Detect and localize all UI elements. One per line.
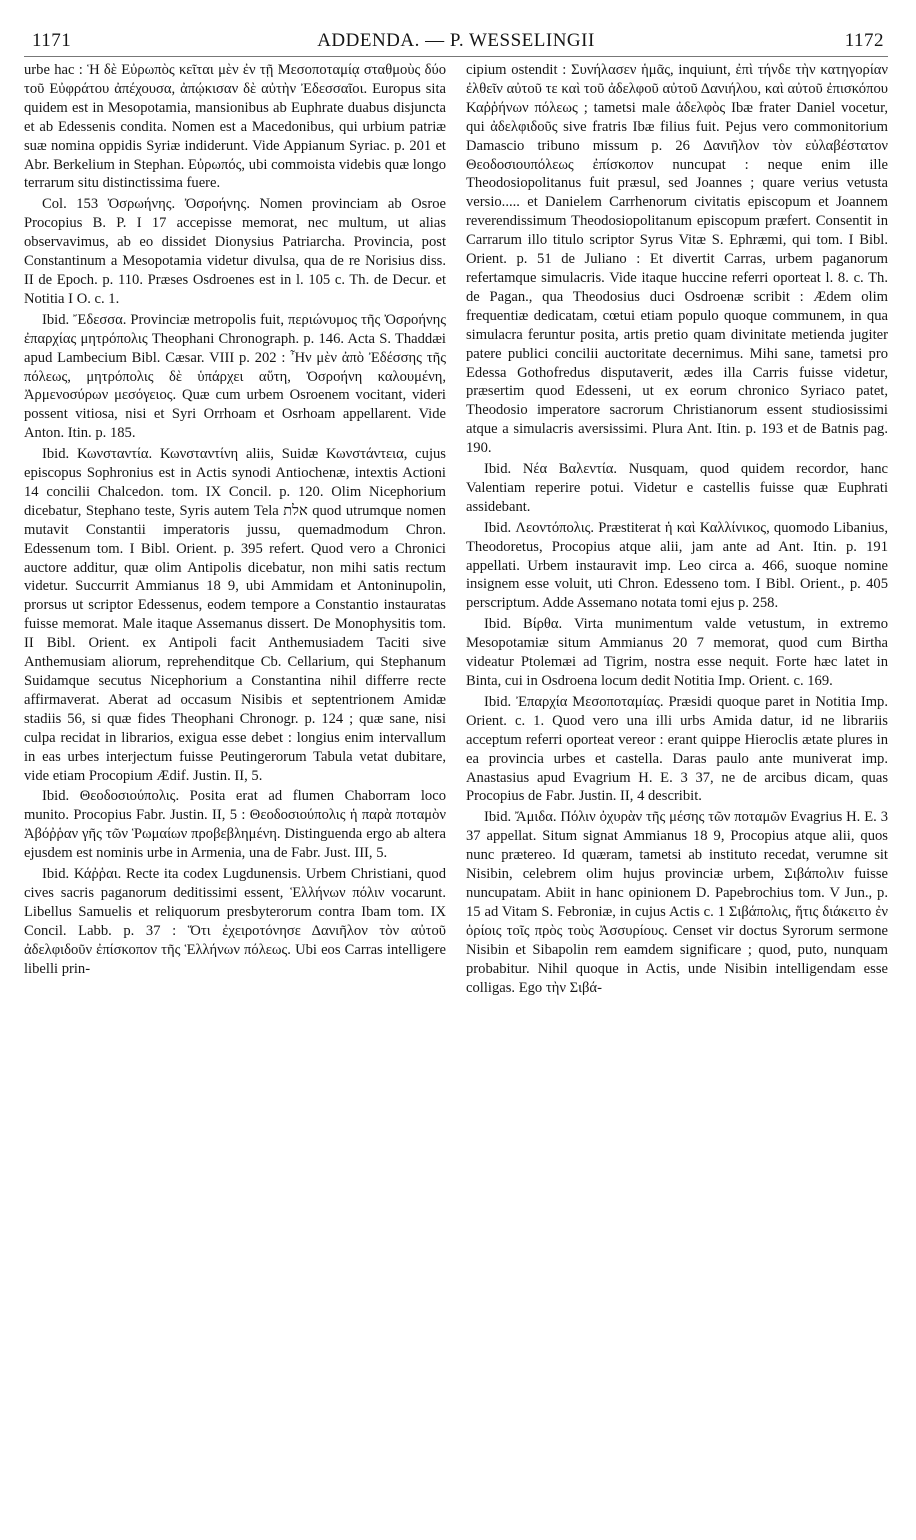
paragraph: cipium ostendit : Συνήλασεν ἡμᾶς, inquiunt, ἐπὶ τήνδε τὴν κατηγορίαν ἐλθεῖν αὐτοῦ τε καὶ τοῦ ἀδελφοῦ αὐτοῦ Δανιήλου, καὶ αὐτοῦ ἐπισκόπου Καῤῥήνων πόλεως ; tametsi male ἀδελφὸς Ibæ frater Daniel vocetur, qui ἀδελφιδοῦς sive fratris Ibæ filius fuit. Pejus vero commonitorium Damascio tribuno missum p. 26 Δανιῆλον τὸν εὐλαβέστατον Θεοδοσιουπόλεως ἐπίσκοπον nuncupat : neque enim ille Theodosiopolitanus fuit præsul, sed Joannes ; quare verius vetusta versio..... et Danielem Carrhenorum civitatis episcopum et Joannem reverendissimum Theodosiopolitanum episcopum præfert. Consentit in Carrarum illo titulo scriptor Syrus Vitæ S. Ephræmi, qui tom. I Bibl. Orient. p. 51 de Juliano : Et divertit Carras, urbem paganorum refertamque simulacris. Vide itaque huccine referri oporteat l. 8. c. Th. de Pagan., qua Theodosius duci Osdroenæ scribit : Ædem olim frequentiæ dedicatam, cœtui etiam populo quoque communem, in qua simulacra feruntur posita, artis pretio quam divinitate metienda jugiter patere publici concilii auctoritate decernimus. Mihi sane, tametsi pro Edessa Gothofredus disputaverit, ædes illa Carris fuisse videtur, præsertim quod Edesseni, ut ex eorum chronico Syriaco patet, Theodosio imperatore sacrorum Christianorum essent studiosissimi atque a simulacris aversissimi. Plura Ant. Itin. p. 193 et de Batnis pag. 190. [466, 62, 888, 457]
paragraph: Ibid. Θεοδοσιούπολις. Posita erat ad flumen Chaborram loco munito. Procopius Fabr. Justin. II, 5 : Θεοδοσιούπολις ἡ παρὰ ποταμὸν Ἀβόῤῥαν γῆς τῶν Ῥωμαίων προβεβλημένη. Distinguenda ergo ab altera ejusdem est nominis urbe in Armenia, una de Fabr. Just. III, 5. [24, 788, 446, 862]
right-page-number: 1172 [844, 30, 884, 51]
paragraph: Ibid. Ἔδεσσα. Provinciæ metropolis fuit, περιώνυμος τῆς Ὀσροήνης ἐπαρχίας μητρόπολις Theophani Chronograph. p. 146. Acta S. Thaddæi apud Lambecium Bibl. Cæsar. VIII p. 202 : Ἦν μὲν ἀπὸ Ἐδέσσης τῆς πόλεως, μητρόπολις δὲ ὑπάρχει αὕτη, Ὀσροήνη καλουμένη, Ἀρμενοσύρων μεσόγειος. Quæ cum urbem Osroenem vocitant, videri possent vitiosa, nisi et Syri Orrhoam et Osrhoam appellarent. Vide Anton. Itin. p. 185. [24, 311, 446, 442]
running-header [24, 30, 888, 57]
paragraph: Ibid. Βίρθα. Virta munimentum valde vetustum, in extremo Mesopotamiæ situm Ammianus 20 7 memorat, quod cum Birtha videatur Ptolemæi ad Tigrim, nostra esse nequit. Forte hæc latet in Binta, cui in Osdroena locum dedit Notitia Imp. Orient. c. 169. [466, 616, 888, 689]
paragraph: Ibid. Ἐπαρχία Μεσοποταμίας. Præsidi quoque paret in Notitia Imp. Orient. c. 1. Quod vero una illi urbs Amida datur, id ne librariis acceptum referri oporteat vereor : erant quippe Hieroclis ætate plures in ea provincia urbes et castella. Daras paulo ante muniverat imp. Anastasius apud Evagrium H. E. 3 37, ne de arcibus dicam, quas Procopius de Fabr. Justin. II, 4 describit. [466, 693, 888, 805]
paragraph: Ibid. Λεοντόπολις. Præstiterat ἡ καὶ Καλλίνικος, quomodo Libanius, Theodoretus, Procopius atque alii, jam ante ad Ant. Itin. p. 191 appellati. Urbem instauravit imp. Leo circa a. 466, suoque nomine insignem esse voluit, uti Chron. Edesseno tom. I Bibl. Orient., p. 405 perscriptum. Adde Assemano notata tomi ejus p. 258. [466, 519, 888, 612]
right-column [466, 61, 888, 997]
paragraph: Col. 153 Ὀσρωήνης. Ὀσροήνης. Nomen provinciam ab Osroe Procopius B. P. I 17 accepisse memorat, nec multum, ut alias observavimus, ab eo dissidet Dionysius Patriarcha. Provincia, post Constantinum a Mesopotamia videtur divulsa, qua de re Norisius diss. II de Epoch. p. 110. Præses Osdroenes est in l. 105 c. Th. de Decur. et Notitia I O. c. 1. [24, 196, 446, 307]
paragraph: Ibid. Κάῤῥαι. Recte ita codex Lugdunensis. Urbem Christiani, quod cives sacris paganorum deditissimi essent, Ἑλλήνων πόλιν vocarunt. Libellus Samuelis et reliquorum presbyterorum contra Ibam tom. IX Concil. Labb. p. 37 : Ὅτι ἐχειροτόνησε Δανιῆλον τὸν αὐτοῦ ἀδελφιδοῦν ἐπίσκοπον τῆς Ἑλλήνων πόλεως. Ubi eos Carras intelligere libelli prin- [24, 866, 446, 977]
paragraph: Ibid. Νέα Βαλεντία. Nusquam, quod quidem recordor, hanc Valentiam reperire potui. Videtur e castellis fuisse quæ Euphrati assidebant. [466, 461, 888, 515]
left-column [24, 61, 446, 997]
text-columns [24, 61, 888, 997]
running-title: ADDENDA. — P. WESSELINGII [317, 30, 595, 51]
paragraph: Ibid. Ἄμιδα. Πόλιν ὀχυρὰν τῆς μέσης τῶν ποταμῶν Evagrius H. E. 3 37 appellat. Situm signat Ammianus 18 9, Procopius atque alii, quos nunc prætereo. Id quæram, tametsi ab instituto recedat, verumne sit Nisibin, celebrem olim hujus provinciæ urbem, Σιβάπολιν fuisse nuncupatam. Abiit in hanc opinionem D. Papebrochius tom. V Jun., p. 15 ad Vitam S. Febroniæ, in cujus Actis c. 1 Σιβάπολις, ἥτις διάκειτο ἐν ὁρίοις τοῖς πρὸς τοὺς Ἀσσυρίους. Censet vir doctus Syrorum sermone Nisibin et Sibapolin rem eamdem significare ; quod, puto, nunquam probabitur. Nihil quoque in Actis, unde Nisibin intelligendam esse colligas. Ego τὴν Σιβά- [466, 809, 888, 996]
paragraph: urbe hac : Ἡ δὲ Εὐρωπὸς κεῖται μὲν ἐν τῇ Μεσοποταμίᾳ σταθμοὺς δύο τοῦ Εὐφράτου ἀπέχουσα, ἀπῴκισαν δὲ αὐτὴν Ἐδεσσαῖοι. Europus sita quidem est in Mesopotamia, mansionibus ab Euphrate duabus disjuncta et ab Edessenis condita. Nomen est a Macedonibus, qui urbium patriæ suæ nomina oppidis Syriæ indiderunt. Vide Appianum Syriac. p. 201 et Abr. Berkelium in Stephan. Εὐρωπός, ubi commoista videbis quæ longo terrarum situ distinctissima fuere. [24, 62, 446, 192]
left-page-number: 1171 [32, 30, 72, 51]
paragraph: Ibid. Κωνσταντία. Κωνσταντίνη aliis, Suidæ Κωνστάντεια, cujus episcopus Sophronius est in Actis synodi Antiochenæ, intextis Actioni 14 concilii Chalcedon. tom. IX Concil. p. 120. Olim Nicephorium dicebatur, Stephano teste, Syris autem Tela אלת quod utrumque nomen mutavit Constantii imperatoris jussu, quemadmodum Chron. Edessenum tom. I Bibl. Orient. p. 395 refert. Quod vero a Chronici auctore additur, quæ olim Antipolis dicebatur, non mihi satis rectum videtur. Succurrit Ammianus 18 9, ubi Ammidam et Antoninupolin, prorsus ut scriptor Edessenus, eodem tempore a Constantio instauratas fuisse memorat. Male itaque Assemanus dissert. De Monophysitis tom. II Bibl. Orient. ex Antipoli facit Anthemusiadem Taciti sive Anthemusiam aliorum, reprehenditque Cb. Cellarium, qui Stephanum Suidamque secutus Nicephorium a Constantina nihil differre recte affirmaverat. Aberat ad occasum Nisibis et septentrionem Amidæ stadiis 56, si quæ fides Theophani Chronogr. p. 124 ; quæ sane, nisi culpa recidat in librarios, exigua esse debet : longius enim intervallum in eas urbes interjectum fuisse Peutingerorum Tabula vetat dubitare, vide etiam Procopium Ædif. Justin. II, 5. [24, 446, 446, 784]
